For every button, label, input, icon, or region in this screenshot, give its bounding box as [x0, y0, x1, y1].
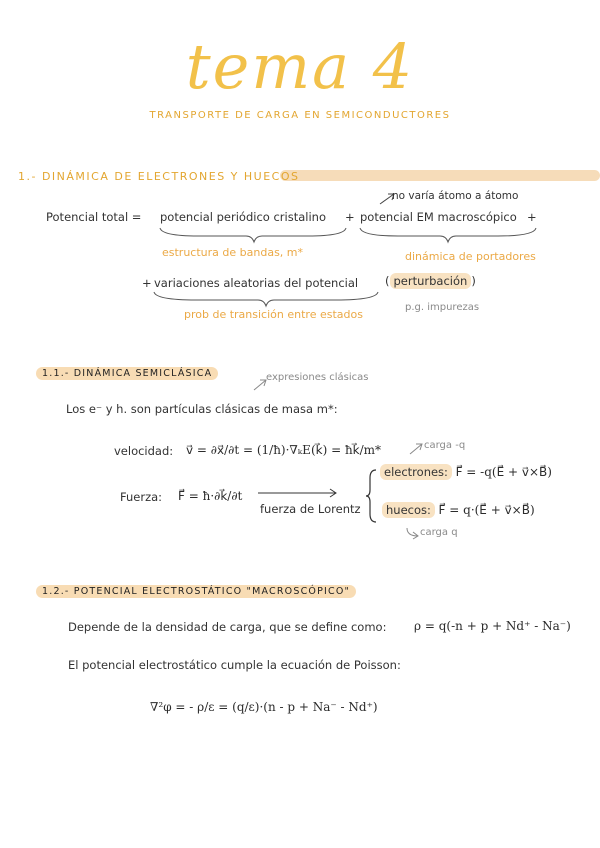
line2-variaciones: variaciones aleatorias del potencial	[154, 276, 359, 290]
electrons-formula: F⃗ = -q(E⃗ + v⃗×B⃗)	[455, 465, 552, 479]
holes-row	[382, 503, 535, 517]
note-estructura-bandas: estructura de bandas, m*	[162, 246, 304, 259]
holes-label: huecos:	[382, 502, 435, 518]
note-carga-pos: carga q	[420, 527, 458, 538]
electrons-label: electrones:	[380, 464, 452, 480]
underbrace-term2	[358, 226, 538, 244]
velocity-formula: v⃗ = ∂x⃗/∂t = (1/ħ)·∇ₖE(k⃗) = ħk⃗/m*	[186, 443, 382, 457]
electrons-row	[380, 465, 552, 479]
potential-plus1: +	[345, 210, 355, 224]
density-formula: ρ = q(-n + p + Nd⁺ - Na⁻)	[414, 619, 571, 633]
poisson-text: El potencial electrostático cumple la ecuación de Poisson:	[68, 658, 401, 672]
section1-heading: 1.- DINÁMICA DE ELECTRONES Y HUECOS	[18, 170, 300, 183]
left-brace-icon	[364, 468, 378, 524]
poisson-formula: ∇²φ = - ρ/ε = (q/ε)·(n - p + Na⁻ - Nd⁺)	[150, 700, 378, 714]
potential-plus2: +	[527, 210, 537, 224]
potential-term1: potencial periódico cristalino	[160, 210, 326, 224]
section-highlight-bar	[280, 170, 600, 181]
depends-text: Depende de la densidad de carga, que se define como:	[68, 620, 387, 634]
section11-heading-wrap	[36, 361, 218, 380]
note-carga-neg: carga -q	[424, 440, 466, 451]
note-impurezas: p.g. impurezas	[405, 302, 480, 313]
section11-heading: 1.1.- DINÁMICA SEMICLÁSICA	[36, 367, 218, 380]
potential-term2: potencial EM macroscópico	[360, 210, 517, 224]
velocity-label: velocidad:	[114, 444, 174, 458]
force-formula: F⃗ = ħ·∂k⃗/∂t	[178, 489, 243, 503]
line2-plus: +	[142, 276, 152, 290]
perturbation-wrap: ( perturbación )	[385, 274, 476, 288]
holes-formula: F⃗ = q·(E⃗ + v⃗×B⃗)	[438, 503, 535, 517]
lorentz-label: fuerza de Lorentz	[260, 502, 361, 516]
annotation-no-varia: no varía átomo a átomo	[392, 190, 519, 202]
page-subtitle: TRANSPORTE DE CARGA EN SEMICONDUCTORES	[149, 110, 451, 121]
underbrace-term1	[158, 226, 348, 244]
section12-heading-wrap	[36, 579, 356, 598]
note-prob-transicion: prob de transición entre estados	[184, 308, 363, 321]
underbrace-term3	[152, 290, 380, 308]
perturbation-highlight: perturbación	[390, 273, 472, 289]
force-label: Fuerza:	[120, 490, 163, 504]
annotation-expresiones-clasicas: expresiones clásicas	[266, 372, 369, 383]
section12-heading: 1.2.- POTENCIAL ELECTROSTÁTICO "MACROSCÓPICO"	[36, 585, 356, 598]
section11-intro: Los e⁻ y h. son partículas clásicas de masa m*:	[66, 402, 338, 416]
note-dinamica-portadores: dinámica de portadores	[405, 250, 536, 263]
page-title: tema 4	[185, 30, 415, 103]
potential-lhs: Potencial total =	[46, 210, 142, 224]
arrow-right-icon	[256, 486, 340, 500]
